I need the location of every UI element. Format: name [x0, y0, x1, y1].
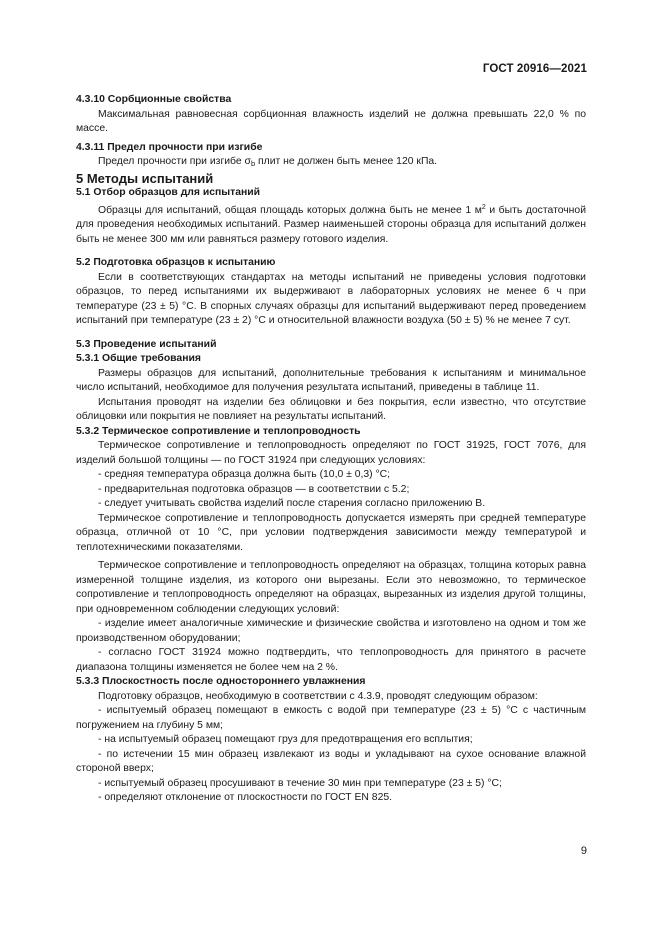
clause-4-3-11-title: 4.3.11 Предел прочности при изгибе: [76, 141, 263, 153]
list-item: - следует учитывать свойства изделий после старения согласно приложению В.: [98, 498, 486, 509]
list-item: - определяют отклонение от плоскостности по ГОСТ EN 825.: [98, 792, 393, 803]
clause-5-3-1-p1: Размеры образцов для испытаний, дополнительные требования к испытаниям и минимальное число испытаний, необходимое для получения результата испытаний, приведены в таблице 11.: [76, 367, 586, 393]
clause-5-2-title: 5.2 Подготовка образцов к испытанию: [76, 257, 276, 268]
list-item: - на испытуемый образец помещают груз для предотвращения его всплытия;: [98, 734, 473, 745]
page-number: 9: [580, 845, 587, 857]
page-content: [76, 93, 586, 806]
list-item: - испытуемый образец просушивают в течение 30 мин при температуре (23 ± 5) °С;: [98, 777, 502, 789]
list-item: - испытуемый образец помещают в емкость с водой при температуре (23 ± 5) °С с частичным погружением на глубину 5 мм;: [76, 705, 586, 731]
list-item: - средняя температура образца должна быть (10,0 ± 0,3) °С;: [98, 469, 391, 480]
clause-4-3-11-text: [76, 155, 586, 172]
clause-5-3-1-p2: Испытания проводят на изделии без облицовки и без покрытия, если известно, что отсутствие облицовки или покрытия не повлияет на результаты испытаний.: [76, 396, 586, 422]
standard-header: ГОСТ 20916—2021: [482, 63, 587, 75]
clause-4-3-11-text-after: плит не должен быть менее 120 кПа.: [255, 156, 438, 167]
clause-5-2-text: Если в соответствующих стандартах на методы испытаний не приведены условия подготовки образцов, то перед испытаниями их выдерживают в лабораторных условиях не менее 6 ч при температуре (23 ± 5) °С. В спорных случаях образцы для испытаний выдерживают перед проведением испытаний при температуре (23 ± 2) °С и относительной влажности воздуха (50 ± 5) % не менее 7 сут.: [76, 271, 586, 326]
list-item: - согласно ГОСТ 31924 можно подтвердить, что теплопроводность для принятого в расчете диапазона толщины изменяется не более чем на 2 %.: [76, 647, 586, 673]
clause-5-1-text-before: Образцы для испытаний, общая площадь которых должна быть не менее 1 м: [98, 204, 482, 216]
clause-5-3-2-title: 5.3.2 Термическое сопротивление и теплопроводность: [76, 425, 361, 437]
clause-5-3-2-p2: Термическое сопротивление и теплопроводность допускается измерять при средней температуре образца, отличной от 10 °С, при условии подтверждения зависимости между температурой и теплотехническими показателями.: [76, 512, 586, 553]
clause-4-3-11-text-before: Предел прочности при изгибе σ: [98, 156, 251, 167]
section-5-title: 5 Методы испытаний: [76, 170, 214, 186]
clause-4-3-10-title: 4.3.10 Сорбционные свойства: [76, 94, 232, 105]
clause-5-3-2-p3: Термическое сопротивление и теплопроводность определяют на образцах, толщина которых равна измеренной толщине изделия, из которого они вырезаны. Если это невозможно, то термическое сопротивление и теплопроводность определяют на образцах, вырезанных из изделия другой толщины, при одновременном соблюдении следующих условий:: [76, 560, 586, 615]
clause-5-1-text: [76, 201, 586, 248]
clause-5-1-text-after: и быть достаточной для проведения необходимых испытаний. Размер наименьшей стороны образца для испытаний должен быть не менее 300 мм или равняться размеру готового изделия.: [76, 204, 586, 245]
clause-5-3-1-title: 5.3.1 Общие требования: [76, 353, 201, 364]
area-superscript: 2: [481, 203, 486, 211]
clause-4-3-10-text: Максимальная равновесная сорбционная влажность изделий не должна превышать 22,0 % по массе.: [76, 108, 586, 134]
clause-5-3-title: 5.3 Проведение испытаний: [76, 338, 217, 350]
clause-5-3-3-p1: Подготовку образцов, необходимую в соответствии с 4.3.9, проводят следующим образом:: [98, 690, 538, 702]
clause-5-3-2-p1: Термическое сопротивление и теплопроводность определяют по ГОСТ 31925, ГОСТ 7076, для изделий большой толщины — по ГОСТ 31924 при следующих условиях:: [76, 440, 586, 466]
clause-5-1-title: 5.1 Отбор образцов для испытаний: [76, 187, 261, 198]
clause-5-3-3-title: 5.3.3 Плоскостность после одностороннего увлажнения: [76, 676, 366, 687]
list-item: - предварительная подготовка образцов — в соответствии с 5.2;: [98, 483, 410, 495]
list-item: - изделие имеет аналогичные химические и физические свойства и изготовлено на одном и том же производственном оборудовании;: [76, 618, 586, 644]
list-item: - по истечении 15 мин образец извлекают из воды и укладывают на сухое основание влажной стороной вверх;: [76, 748, 586, 774]
sigma-subscript: b: [250, 159, 256, 168]
